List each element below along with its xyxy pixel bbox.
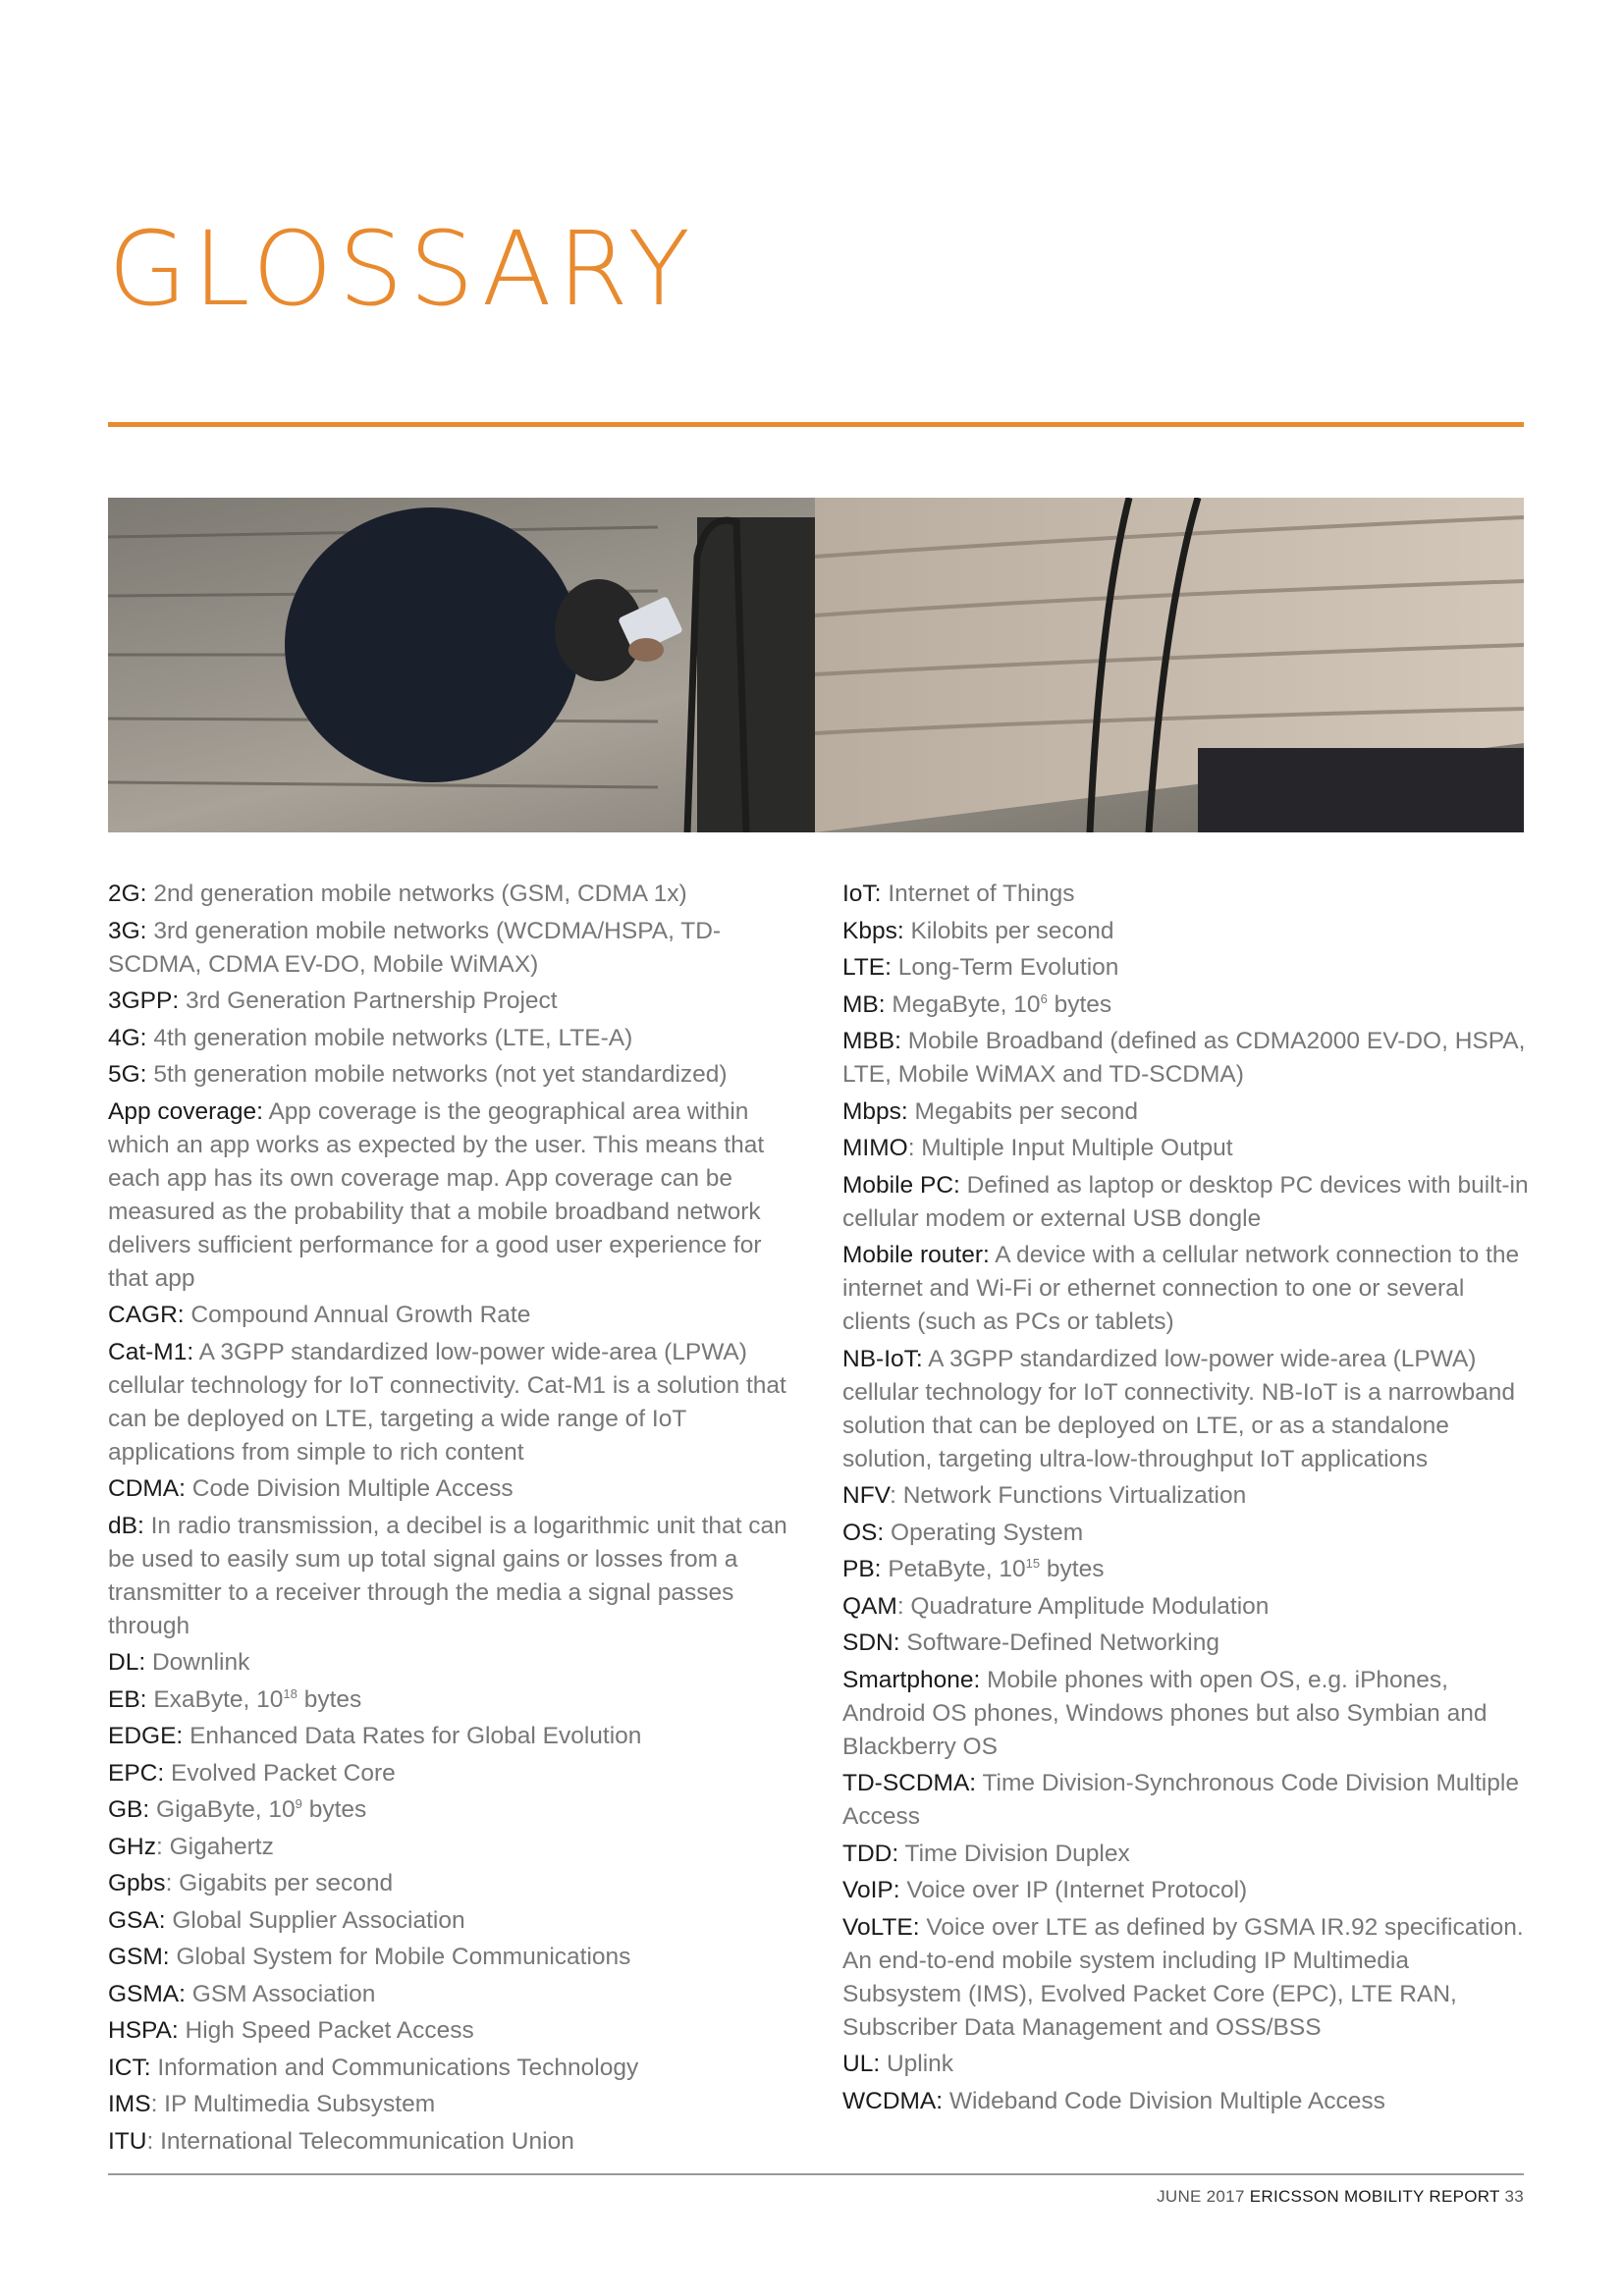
glossary-definition: Uplink xyxy=(886,2051,954,2077)
glossary-entry xyxy=(842,1169,1530,1236)
glossary-definition: : International Telecommunication Union xyxy=(146,2127,574,2155)
glossary-entry xyxy=(842,1517,1530,1550)
glossary-entry xyxy=(108,1299,795,1332)
glossary-definition: Enhanced Data Rates for Global Evolution xyxy=(189,1723,642,1749)
glossary-exponent: 15 xyxy=(1025,1556,1041,1571)
glossary-exponent: 18 xyxy=(283,1685,298,1701)
glossary-definition: A device with a cellular network connection to the internet and Wi-Fi or ethernet connection to one or several clients (such as PCs or tablets) xyxy=(842,1242,1520,1335)
footer-page-number: 33 xyxy=(1504,2187,1524,2206)
glossary-term: SDN: xyxy=(842,1629,900,1656)
glossary-term: DL: xyxy=(108,1649,146,1676)
glossary-term: IMS xyxy=(108,2091,151,2117)
glossary-column-right xyxy=(842,878,1530,2121)
glossary-entry xyxy=(842,1627,1530,1660)
glossary-term: CDMA: xyxy=(108,1475,186,1502)
glossary-term: TDD: xyxy=(842,1840,899,1867)
title-divider xyxy=(108,422,1524,427)
glossary-entry xyxy=(842,1239,1530,1339)
glossary-term: OS: xyxy=(842,1519,885,1546)
glossary-exponent: 6 xyxy=(1040,990,1048,1006)
glossary-entry xyxy=(842,1838,1530,1871)
glossary-definition: Megabits per second xyxy=(914,1097,1138,1125)
glossary-entry xyxy=(842,2085,1530,2118)
glossary-term: TD-SCDMA: xyxy=(842,1770,977,1796)
glossary-entry xyxy=(108,1904,795,1938)
glossary-definition: : Gigabits per second xyxy=(165,1870,394,1896)
glossary-term: 3G: xyxy=(108,917,147,944)
glossary-term: MB: xyxy=(842,990,886,1018)
glossary-term: dB: xyxy=(108,1512,144,1539)
glossary-term: 3GPP: xyxy=(108,988,180,1014)
glossary-entry xyxy=(842,1664,1530,1764)
glossary-entry xyxy=(108,1336,795,1469)
glossary-entry xyxy=(108,878,795,911)
glossary-entry xyxy=(108,1510,795,1643)
glossary-entry xyxy=(842,1590,1530,1624)
glossary-definition: Information and Communications Technology xyxy=(157,2054,639,2081)
glossary-definition: Voice over IP (Internet Protocol) xyxy=(906,1877,1248,1903)
glossary-entry xyxy=(108,2052,795,2085)
glossary-definition: : Multiple Input Multiple Output xyxy=(907,1135,1233,1161)
glossary-entry xyxy=(108,1757,795,1790)
glossary-term: VoLTE: xyxy=(842,1913,920,1941)
glossary-definition-suffix: bytes xyxy=(1047,990,1112,1018)
glossary-definition: 4th generation mobile networks (LTE, LTE-A) xyxy=(153,1024,633,1051)
glossary-entry xyxy=(108,1472,795,1506)
glossary-term: Smartphone: xyxy=(842,1666,981,1693)
glossary-definition: GigaByte, 10 xyxy=(156,1796,296,1823)
glossary-term: ICT: xyxy=(108,2054,151,2081)
glossary-definition: : IP Multimedia Subsystem xyxy=(150,2091,436,2117)
glossary-entry xyxy=(108,1831,795,1864)
glossary-definition: Mobile phones with open OS, e.g. iPhones, Android OS phones, Windows phones but also Symbian and Blackberry OS xyxy=(842,1666,1488,1760)
glossary-term: LTE: xyxy=(842,954,892,981)
glossary-entry xyxy=(842,1343,1530,1476)
glossary-entry xyxy=(842,1479,1530,1513)
glossary-definition: : Network Functions Virtualization xyxy=(890,1482,1247,1509)
glossary-definition: Defined as laptop or desktop PC devices with built-in cellular modem or external USB dongle xyxy=(842,1171,1529,1232)
glossary-term: QAM xyxy=(842,1592,897,1620)
glossary-entry xyxy=(108,1978,795,2011)
glossary-term: IoT: xyxy=(842,881,882,907)
glossary-term: HSPA: xyxy=(108,2017,179,2044)
glossary-definition: 2nd generation mobile networks (GSM, CDMA 1x) xyxy=(153,881,687,907)
footer-date: JUNE 2017 xyxy=(1157,2187,1245,2206)
glossary-entry xyxy=(842,1874,1530,1907)
glossary-exponent: 9 xyxy=(295,1796,302,1811)
glossary-entry xyxy=(108,2014,795,2048)
glossary-term: EB: xyxy=(108,1685,147,1713)
glossary-definition: Software-Defined Networking xyxy=(906,1629,1220,1656)
glossary-entry xyxy=(108,1867,795,1900)
glossary-term: 5G: xyxy=(108,1061,147,1088)
glossary-term: GSMA: xyxy=(108,1980,186,2007)
glossary-definition-suffix: bytes xyxy=(301,1796,367,1823)
glossary-definition: 3rd generation mobile networks (WCDMA/HSPA, TD-SCDMA, CDMA EV-DO, Mobile WiMAX) xyxy=(108,917,722,978)
glossary-definition: Global Supplier Association xyxy=(172,1906,465,1934)
glossary-entry xyxy=(842,1095,1530,1129)
glossary-entry xyxy=(108,985,795,1018)
glossary-entry xyxy=(108,915,795,982)
glossary-definition: Operating System xyxy=(891,1519,1084,1546)
glossary-term: CAGR: xyxy=(108,1302,185,1328)
glossary-entry xyxy=(842,2048,1530,2081)
person-on-staircase-with-phone-photo xyxy=(108,498,1524,832)
glossary-definition: A 3GPP standardized low-power wide-area (LPWA) cellular technology for IoT connectivity. Cat-M1 is a solution that can be deployed on LTE, targeting a wide range of IoT applications from simple to rich content xyxy=(108,1338,786,1466)
glossary-entry xyxy=(842,988,1530,1022)
glossary-definition: App coverage is the geographical area within which an app works as expected by the user. This means that each app has its own coverage map. App coverage can be measured as the probability that a mobile broadband network delivers sufficient performance for a good user experience for that app xyxy=(108,1097,765,1292)
footer-divider xyxy=(108,2173,1524,2175)
glossary-entry xyxy=(108,1683,795,1717)
glossary-definition: Evolved Packet Core xyxy=(171,1759,396,1787)
glossary-term: Cat-M1: xyxy=(108,1338,194,1365)
glossary-entry xyxy=(842,878,1530,911)
glossary-entry xyxy=(842,1911,1530,2045)
glossary-entry xyxy=(842,1553,1530,1586)
glossary-definition: In radio transmission, a decibel is a logarithmic unit that can be used to easily sum up total signal gains or losses from a transmitter to a receiver through the media a signal passes through xyxy=(108,1512,787,1639)
glossary-definition: : Quadrature Amplitude Modulation xyxy=(896,1592,1270,1620)
glossary-definition: Internet of Things xyxy=(888,881,1075,907)
glossary-entry xyxy=(842,1767,1530,1834)
glossary-definition: Wideband Code Division Multiple Access xyxy=(948,2087,1385,2114)
glossary-term: MIMO xyxy=(842,1135,908,1161)
glossary-entry xyxy=(108,2088,795,2121)
glossary-term: ITU xyxy=(108,2127,147,2155)
page-title: GLOSSARY xyxy=(108,209,696,329)
glossary-definition: A 3GPP standardized low-power wide-area (LPWA) cellular technology for IoT connectivity. NB-IoT is a narrowband solution that can be deployed on LTE, or as a standalone solution, targeting ultra-low-throughput IoT applications xyxy=(842,1345,1515,1472)
glossary-entry xyxy=(108,1095,795,1296)
glossary-definition: Downlink xyxy=(151,1649,250,1676)
glossary-definition: Time Division Duplex xyxy=(904,1840,1130,1867)
glossary-definition: 3rd Generation Partnership Project xyxy=(186,988,558,1014)
glossary-definition: MegaByte, 10 xyxy=(892,990,1041,1018)
glossary-term: Mbps: xyxy=(842,1097,908,1125)
glossary-term: GSM: xyxy=(108,1944,170,1970)
glossary-entry xyxy=(108,1646,795,1680)
glossary-term: EDGE: xyxy=(108,1723,184,1749)
header-photo xyxy=(108,498,1524,832)
glossary-term: GB: xyxy=(108,1796,150,1823)
glossary-column-left xyxy=(108,878,795,2162)
glossary-entry xyxy=(842,1025,1530,1092)
glossary-term: GHz xyxy=(108,1833,156,1860)
glossary-term: VoIP: xyxy=(842,1877,900,1903)
glossary-term: NFV xyxy=(842,1482,891,1509)
glossary-term: GSA: xyxy=(108,1906,166,1934)
glossary-entry xyxy=(108,1720,795,1753)
glossary-definition: ExaByte, 10 xyxy=(153,1685,284,1713)
glossary-definition: Time Division-Synchronous Code Division Multiple Access xyxy=(842,1770,1519,1830)
page-footer xyxy=(1157,2187,1524,2207)
glossary-term: App coverage: xyxy=(108,1097,263,1125)
glossary-entry xyxy=(842,915,1530,948)
glossary-definition: Compound Annual Growth Rate xyxy=(190,1302,531,1328)
glossary-definition: Long-Term Evolution xyxy=(897,954,1119,981)
glossary-term: Kbps: xyxy=(842,917,904,944)
glossary-definition: GSM Association xyxy=(191,1980,376,2007)
glossary-term: PB: xyxy=(842,1556,882,1582)
glossary-term: EPC: xyxy=(108,1759,165,1787)
glossary-entry xyxy=(108,2125,795,2159)
glossary-entry xyxy=(108,1941,795,1974)
glossary-term: WCDMA: xyxy=(842,2087,944,2114)
glossary-definition: 5th generation mobile networks (not yet standardized) xyxy=(153,1061,728,1088)
glossary-definition-suffix: bytes xyxy=(297,1685,362,1713)
glossary-entry xyxy=(108,1022,795,1055)
glossary-definition: : Gigahertz xyxy=(156,1833,274,1860)
glossary-definition-suffix: bytes xyxy=(1040,1556,1105,1582)
glossary-definition: Global System for Mobile Communications xyxy=(176,1944,631,1970)
glossary-definition: Voice over LTE as defined by GSMA IR.92 specification. An end-to-end mobile system including IP Multimedia Subsystem (IMS), Evolved Packet Core (EPC), LTE RAN, Subscriber Data Management and OSS/BSS xyxy=(842,1913,1524,2041)
glossary-definition: Code Division Multiple Access xyxy=(191,1475,514,1502)
glossary-entry xyxy=(108,1058,795,1092)
glossary-term: UL: xyxy=(842,2051,881,2077)
glossary-definition: High Speed Packet Access xyxy=(185,2017,474,2044)
glossary-term: Mobile PC: xyxy=(842,1171,960,1199)
glossary-definition: PetaByte, 10 xyxy=(888,1556,1026,1582)
glossary-term: MBB: xyxy=(842,1028,901,1054)
glossary-definition: Mobile Broadband (defined as CDMA2000 EV-DO, HSPA, LTE, Mobile WiMAX and TD-SCDMA) xyxy=(842,1028,1526,1088)
glossary-term: 2G: xyxy=(108,881,147,907)
glossary-entry xyxy=(842,1132,1530,1165)
glossary-definition: Kilobits per second xyxy=(910,917,1114,944)
glossary-term: Mobile router: xyxy=(842,1242,990,1268)
footer-publication: ERICSSON MOBILITY REPORT xyxy=(1249,2187,1500,2206)
glossary-term: Gpbs xyxy=(108,1870,166,1896)
glossary-entry xyxy=(108,1793,795,1827)
glossary-term: 4G: xyxy=(108,1024,147,1051)
glossary-entry xyxy=(842,951,1530,985)
glossary-term: NB-IoT: xyxy=(842,1345,923,1372)
